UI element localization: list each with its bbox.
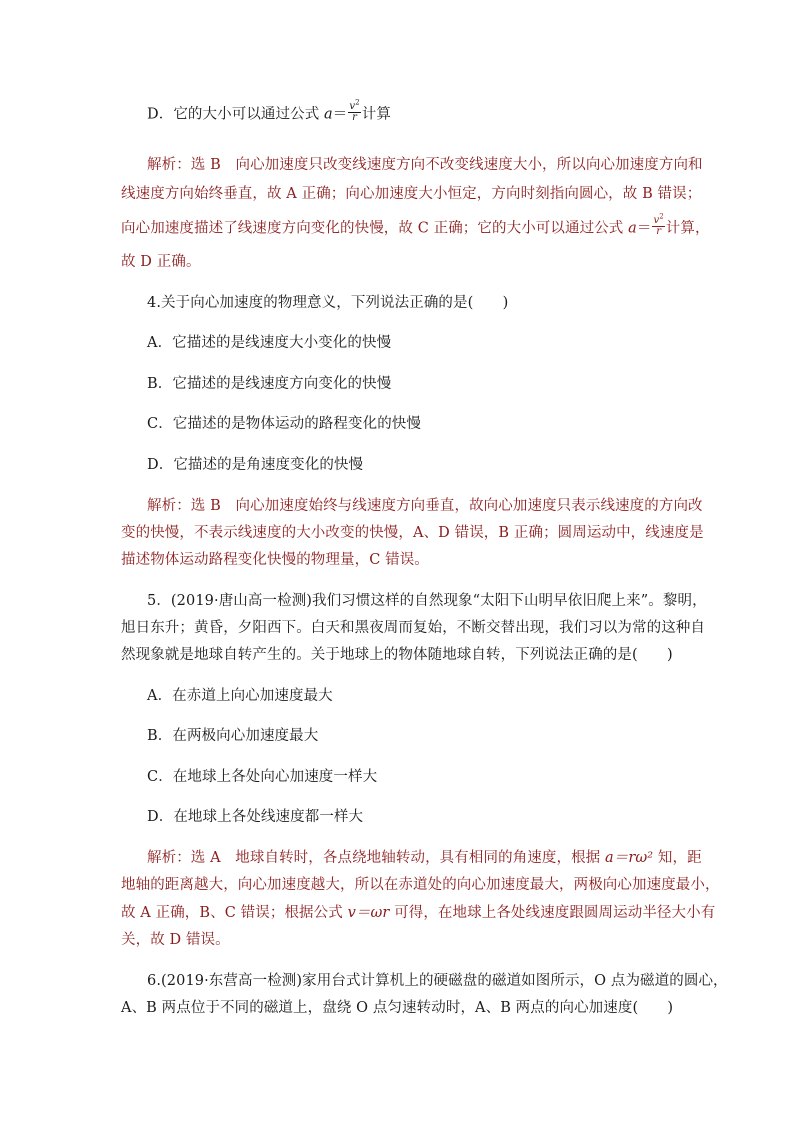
- q3-option-d-prefix: D．它的大小可以通过公式: [147, 106, 325, 123]
- frac-exponent: 2: [355, 98, 360, 107]
- q3-option-d-suffix: 计算: [361, 106, 391, 123]
- a5-line-1-prefix: 解析：选 A 地球自转时，各点绕地轴转动，具有相同的角速度，根据: [147, 850, 605, 866]
- q3-option-d: [147, 98, 391, 125]
- q4-option-d: D．它描述的是角速度变化的快慢: [147, 457, 364, 473]
- a4-line-1: 解析：选 B 向心加速度始终与线速度方向垂直，故向心加速度只表示线速度的方向改: [147, 498, 703, 514]
- v2-over-r-fraction: [652, 212, 664, 237]
- q6-stem-2: A、B 两点位于不同的磁道上，盘绕 O 点匀速转动时，A、B 两点的向心加速度( ): [121, 1000, 674, 1016]
- q5-stem-1: 5．(2019·唐山高一检测)我们习惯这样的自然现象“太阳下山明早依旧爬上来”。黎明，: [147, 593, 707, 609]
- frac-denominator: r: [352, 112, 357, 123]
- q4-option-a: A．它描述的是线速度大小变化的快慢: [147, 335, 392, 351]
- a3-line-2: 线速度方向始终垂直，故 A 正确；向心加速度大小恒定，方向时刻指向圆心，故 B 错误；: [121, 186, 702, 202]
- frac-exponent: 2: [659, 212, 664, 221]
- a5-line-1-suffix: 知，距: [653, 850, 702, 866]
- a3-line-3-eq: ＝: [636, 220, 652, 237]
- q3-option-d-a: a: [324, 106, 333, 123]
- q3-option-d-eq: ＝: [332, 106, 348, 123]
- a5-line-3-suffix: 可得，在地球上各处线速度跟圆周运动半径大小有: [389, 905, 716, 921]
- q5-stem-3: 然现象就是地球自转产生的。关于地球上的物体随地球自转，下列说法正确的是( ): [121, 647, 673, 663]
- q5-option-a: A．在赤道上向心加速度最大: [147, 688, 333, 704]
- a5-line-4: 关，故 D 错误。: [121, 932, 230, 948]
- q4-option-c: C．它描述的是物体运动的路程变化的快慢: [147, 416, 421, 432]
- a3-line-3-suffix: 计算，: [665, 220, 710, 237]
- q5-option-c: C．在地球上各处向心加速度一样大: [147, 769, 378, 785]
- a4-line-2: 变的快慢，不表示线速度的大小改变的快慢，A、D 错误，B 正确；圆周运动中，线速度是: [121, 525, 704, 541]
- a5-line-2: 地轴的距离越大，向心加速度越大，所以在赤道处的向心加速度最大，两极向心加速度最小，: [121, 877, 720, 893]
- frac-numerator: v: [653, 215, 660, 226]
- q6-stem-1: 6.(2019·东营高一检测)家用台式计算机上的硬磁盘的磁道如图所示，O 点为磁道的圆心，: [147, 973, 728, 989]
- v2-over-r-fraction: [348, 98, 360, 123]
- a5-line-3-formula: v＝ωr: [347, 905, 390, 921]
- a3-line-3-a: a: [628, 220, 637, 237]
- a3-line-3: [121, 212, 710, 239]
- q5-option-d: D．在地球上各处线速度都一样大: [147, 809, 364, 825]
- q5-stem-2: 旭日东升；黄昏，夕阳西下。白天和黑夜周而复始，不断交替出现，我们习以为常的这种自: [121, 620, 705, 636]
- a5-line-1-formula: a＝rω²: [605, 850, 654, 866]
- a5-line-1: [147, 848, 702, 868]
- a5-line-3: [121, 903, 715, 923]
- a3-line-3-prefix: 向心加速度描述了线速度方向变化的快慢，故 C 正确；它的大小可以通过公式: [121, 220, 629, 237]
- frac-denominator: r: [656, 226, 662, 237]
- a5-line-3-prefix: 故 A 正确，B、C 错误；根据公式: [121, 905, 348, 921]
- a4-line-3: 描述物体运动路程变化快慢的物理量，C 错误。: [121, 552, 429, 568]
- frac-numerator: v: [349, 101, 356, 112]
- q5-option-b: B．在两极向心加速度最大: [147, 728, 319, 744]
- a3-line-4: 故 D 正确。: [121, 254, 201, 270]
- q4-option-b: B．它描述的是线速度方向变化的快慢: [147, 376, 392, 392]
- q4-stem: 4.关于向心加速度的物理意义，下列说法正确的是( ): [147, 295, 509, 311]
- a3-line-1: 解析：选 B 向心加速度只改变线速度方向不改变线速度大小，所以向心加速度方向和: [147, 157, 703, 173]
